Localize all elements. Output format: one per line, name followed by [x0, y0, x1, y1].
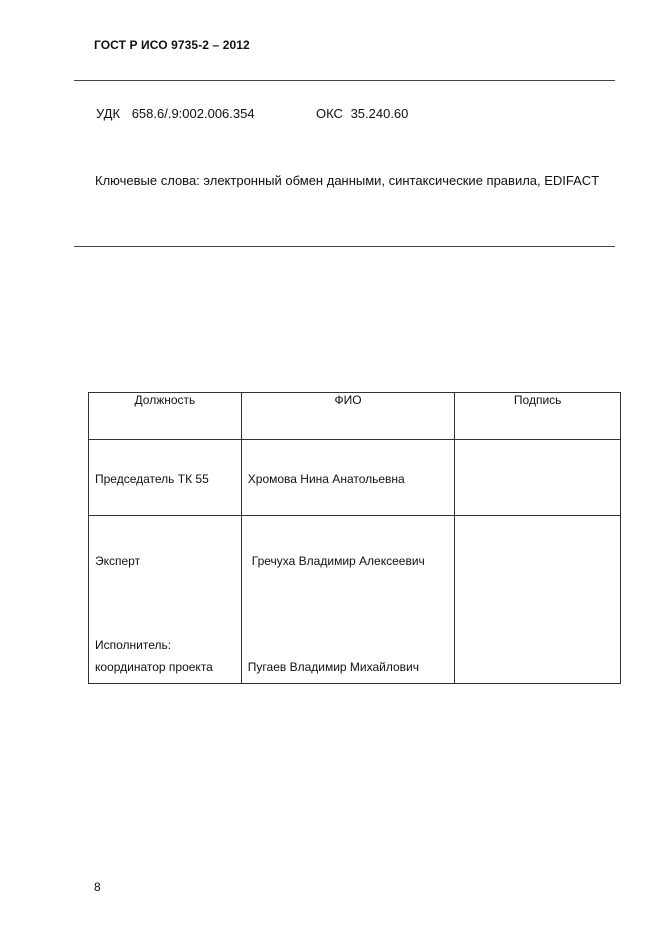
- cell-name-group: [241, 516, 455, 684]
- udk-value: 658.6/.9:002.006.354: [131, 106, 255, 121]
- table-row: [89, 516, 621, 684]
- cell-name: Хромова Нина Анатольевна: [241, 440, 455, 516]
- keywords-text: Ключевые слова: электронный обмен данными, синтаксические правила, EDIFACT: [95, 173, 600, 188]
- udk-label: УДК: [96, 106, 121, 121]
- oks-code: [316, 106, 408, 121]
- signatures-table: [88, 392, 621, 684]
- oks-label: ОКС: [316, 106, 343, 121]
- executor-position-line1: Исполнитель:: [95, 638, 172, 652]
- expert-name: Гречуха Владимир Алексеевич: [251, 554, 425, 568]
- top-divider: [74, 80, 615, 81]
- classification-codes: [96, 106, 409, 121]
- table-row: [89, 440, 621, 516]
- cell-signature: [455, 440, 621, 516]
- executor-position-line2: координатор проекта: [95, 660, 213, 674]
- header-position: Должность: [89, 393, 242, 440]
- cell-position: Председатель ТК 55: [89, 440, 242, 516]
- table-header-row: [89, 393, 621, 440]
- cell-position-group: [89, 516, 242, 684]
- header-name: ФИО: [241, 393, 455, 440]
- oks-value: 35.240.60: [350, 106, 409, 121]
- page-number: 8: [94, 880, 101, 894]
- executor-name: Пугаев Владимир Михайлович: [247, 660, 420, 674]
- cell-signature-group: [455, 516, 621, 684]
- expert-position: Эксперт: [95, 554, 141, 568]
- document-standard-title: ГОСТ Р ИСО 9735-2 – 2012: [94, 38, 250, 52]
- bottom-divider: [74, 246, 615, 247]
- header-signature: Подпись: [455, 393, 621, 440]
